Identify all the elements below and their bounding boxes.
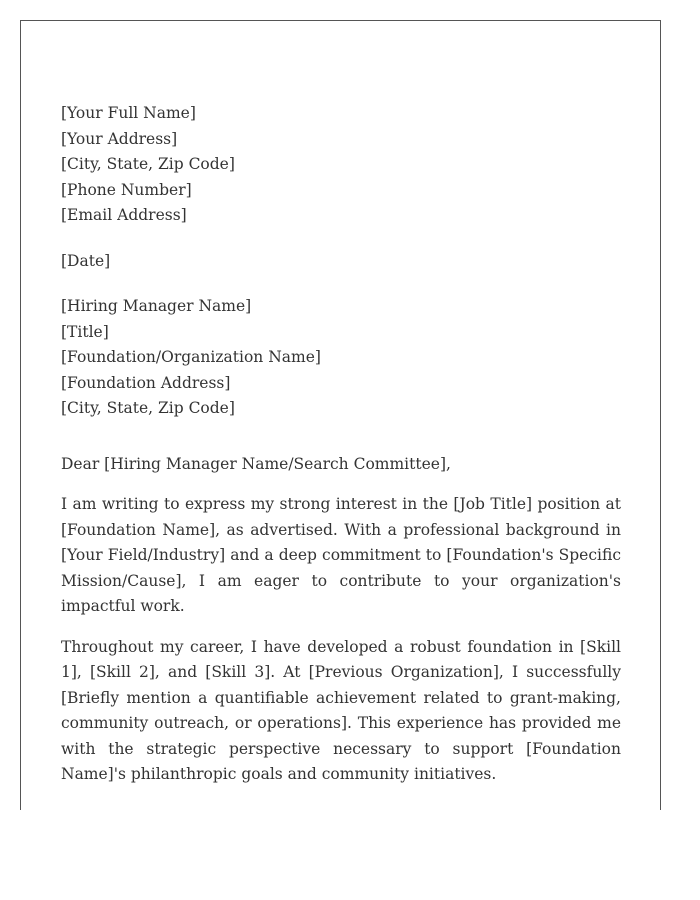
date-block [61, 249, 621, 275]
recipient-name: [Hiring Manager Name] [61, 297, 252, 315]
recipient-address: [Foundation Address] [61, 373, 231, 392]
recipient-title: [Title] [61, 322, 109, 341]
body-paragraph-1: I am writing to express my strong interest in the [Job Title] position at [Foundation Name], as advertised. With a professional background in [Your Field/Industry] and a deep commitment to [Foundation's Specific Mission/Cause], I am eager to contribute to your organization's impactful work. [61, 495, 621, 615]
sender-block [61, 101, 621, 229]
letter-content [61, 101, 621, 788]
sender-phone: [Phone Number] [61, 180, 192, 199]
body-paragraph-2: Throughout my career, I have developed a robust foundation in [Skill 1], [Skill 2], and [Skill 3]. At [Previous Organization], I successfully [Briefly mention a quantifiable achievement related to grant-making, community outreach, or operations]. This experience has provided me with the strategic perspective necessary to support [Foundation Name]'s philanthropic goals and community initiatives. [61, 637, 621, 783]
recipient-organization: [Foundation/Organization Name] [61, 348, 321, 366]
letter-date: [Date] [61, 251, 111, 270]
sender-email: [Email Address] [61, 206, 187, 224]
sender-city-state-zip: [City, State, Zip Code] [61, 155, 235, 173]
recipient-city-state-zip: [City, State, Zip Code] [61, 399, 235, 417]
sender-name: [Your Full Name] [61, 104, 196, 122]
letter-page [20, 20, 661, 810]
salutation: Dear [Hiring Manager Name/Search Committee], [61, 454, 451, 473]
recipient-block [61, 294, 621, 422]
sender-address: [Your Address] [61, 129, 178, 148]
